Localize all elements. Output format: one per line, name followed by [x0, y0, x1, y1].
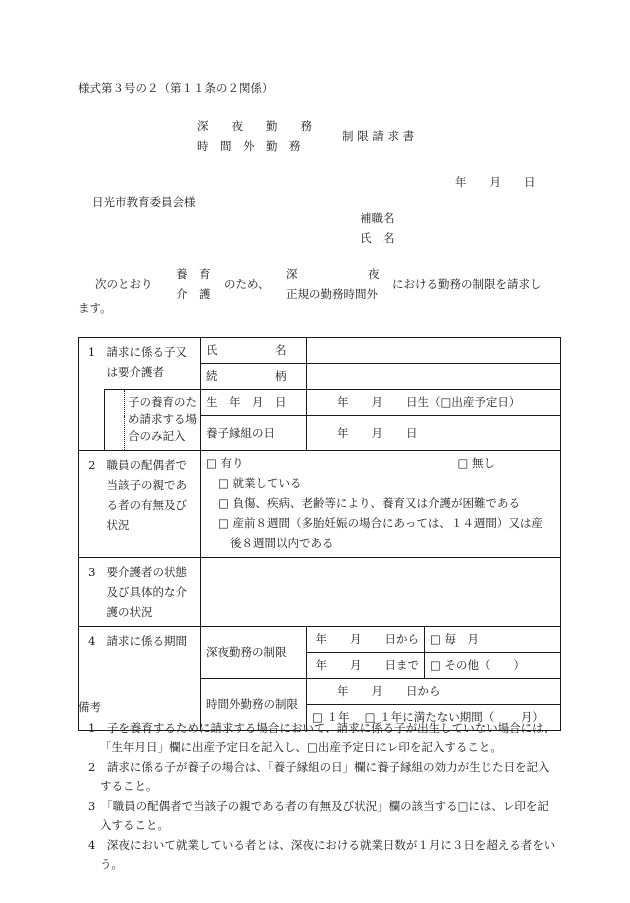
body-suffix: における勤務の制限を請求し — [392, 277, 542, 291]
work-option-night-left: 深 — [286, 267, 298, 281]
notes-section — [78, 698, 558, 875]
notes-heading: 備考 — [78, 700, 101, 714]
request-form-table — [78, 337, 561, 731]
care-condition-field[interactable] — [201, 558, 561, 627]
work-option-overtime: 正規の勤務時間外 — [286, 287, 378, 301]
adoption-date-value[interactable]: 年 月 日 — [307, 416, 561, 451]
relation-field-label: 続 柄 — [201, 364, 307, 390]
note-item: 4 深夜において就業している者とは、深夜における就業日数が１月に３日を超える者をいう。 — [88, 838, 556, 871]
night-until-date[interactable]: 年 月 日まで — [307, 653, 425, 679]
spouse-unable-checkbox[interactable]: □ 負傷、疾病、老齢等により、養育又は介護が困難である — [218, 496, 521, 510]
spouse-maternity-checkbox[interactable]: □ 産前８週間（多胎妊娠の場合にあっては、１４週間）又は産 — [218, 516, 543, 530]
section-1-spacer-2 — [105, 416, 125, 451]
adoption-date-label: 養子縁組の日 — [201, 416, 307, 451]
spouse-maternity-continued: 後８週間以内である — [230, 536, 334, 550]
section-2-number: 2 — [79, 451, 105, 558]
body-middle: のため、 — [224, 277, 270, 291]
section-1-label: 請求に係る子又は要介護者 — [105, 338, 201, 390]
spouse-status-cell — [201, 451, 561, 558]
position-label: 補職名 — [360, 211, 395, 225]
section-1-spacer — [105, 390, 125, 416]
overtime-limit-label: 時間外勤務の制限 — [201, 679, 307, 731]
overtime-from-date[interactable]: 年 月 日から — [307, 679, 561, 705]
child-only-note: 子の養育のため請求する場合のみ記入 — [125, 390, 201, 451]
work-option-night-right: 夜 — [368, 267, 380, 281]
body-continuation: ます。 — [78, 301, 112, 315]
name-field-label: 氏 名 — [201, 338, 307, 364]
addressee: 日光市教育委員会様 — [92, 195, 196, 209]
name-label: 氏 名 — [360, 231, 395, 245]
note-item: 1 子を養育するために請求する場合において、請求に係る子が出生していない場合には、「生年月日」欄に出産予定日を記入し、□出産予定日にレ印を記入すること。 — [88, 721, 556, 754]
monthly-checkbox[interactable]: □ 毎 月 — [425, 627, 561, 653]
birth-date-label: 生 年 月 日 — [201, 390, 307, 416]
title-line-overtime: 時 間 外 勤 務 — [197, 139, 301, 153]
section-4-number: 4 — [79, 627, 105, 731]
note-item: 3 「職員の配偶者で当該子の親である者の有無及び状況」欄の該当する□には、レ印を記入すること。 — [88, 799, 549, 832]
section-3-number: 3 — [79, 558, 105, 627]
title-line-night: 深 夜 勤 務 — [197, 119, 312, 133]
title-suffix: 制 限 請 求 書 — [342, 129, 415, 143]
spouse-yes-checkbox[interactable]: □ 有り — [206, 456, 244, 470]
birth-date-value[interactable]: 年 月 日生（□出産予定日） — [307, 390, 561, 416]
care-option-nursing: 介 護 — [176, 287, 211, 301]
form-number: 様式第３号の２（第１１条の２関係） — [78, 81, 274, 95]
section-2-label: 職員の配偶者で当該子の親である者の有無及び状況 — [105, 451, 201, 558]
other-checkbox[interactable]: □ その他（ ） — [425, 653, 561, 679]
spouse-no-checkbox[interactable]: □ 無し — [457, 456, 495, 470]
name-field-value[interactable] — [307, 338, 561, 364]
date-line: 年 月 日 — [455, 175, 536, 189]
night-limit-label: 深夜勤務の制限 — [201, 627, 307, 679]
body-prefix: 次のとおり — [95, 277, 153, 291]
section-1-number: 1 — [79, 338, 105, 451]
night-from-date[interactable]: 年 月 日から — [307, 627, 425, 653]
section-4-label: 請求に係る期間 — [105, 627, 201, 731]
overtime-period-options[interactable]: □ １年 □ １年に満たない期間（ 月） — [307, 705, 561, 731]
relation-field-value[interactable] — [307, 364, 561, 390]
note-item: 2 請求に係る子が養子の場合は、「養子縁組の日」欄に養子縁組の効力が生じた日を記入すること。 — [88, 760, 550, 793]
care-option-raising: 養 育 — [176, 267, 211, 281]
spouse-working-checkbox[interactable]: □ 就業している — [218, 476, 302, 490]
section-3-label: 要介護者の状態及び具体的な介護の状況 — [105, 558, 201, 627]
